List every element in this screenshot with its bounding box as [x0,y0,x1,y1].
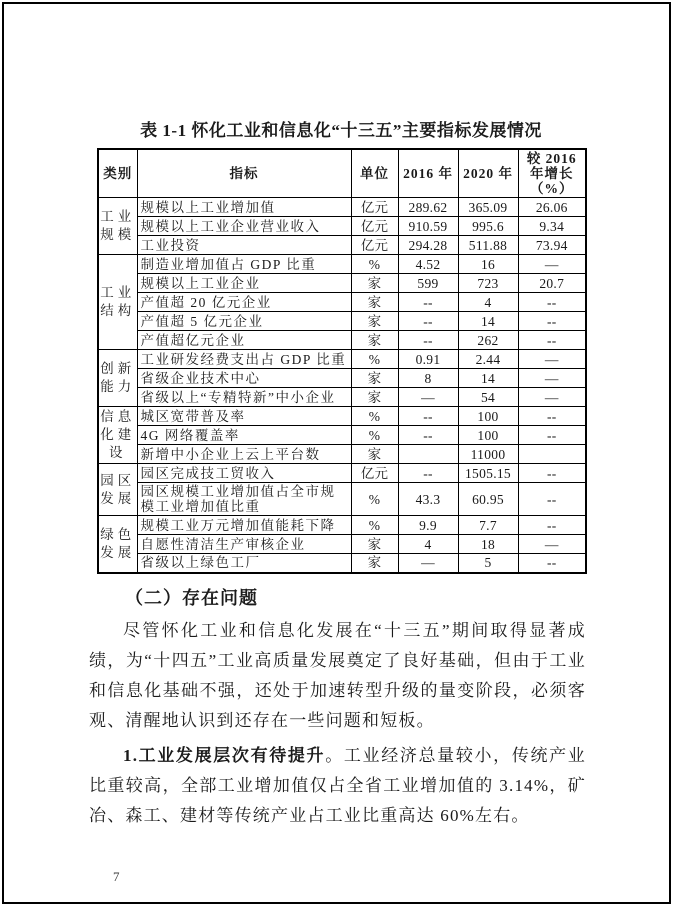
indicators-table [97,148,587,574]
value-cell: 16 [458,255,518,274]
value-cell: 4 [398,535,458,554]
table-row [98,217,586,236]
value-cell: 9.9 [398,516,458,535]
table-row [98,312,586,331]
section-heading: （二）存在问题 [125,587,258,608]
value-cell: 73.94 [518,236,586,255]
col-header-2016: 2016 年 [398,149,458,198]
value-cell: 43.3 [398,483,458,516]
table-row [98,445,586,464]
value-cell: 100 [458,407,518,426]
value-cell: — [518,350,586,369]
paragraph-bold-lead: 1.工业发展层次有待提升 [123,745,326,765]
value-cell: 家 [351,535,398,554]
value-cell: 511.88 [458,236,518,255]
indicator-cell: 省级企业技术中心 [137,369,351,388]
value-cell: 家 [351,293,398,312]
value-cell: -- [398,426,458,445]
value-cell: 365.09 [458,198,518,217]
category-cell: 创新能力 [98,350,137,407]
value-cell: -- [518,464,586,483]
value-cell: -- [518,407,586,426]
value-cell: 14 [458,312,518,331]
value-cell: 910.59 [398,217,458,236]
value-cell: 14 [458,369,518,388]
value-cell: 4 [458,293,518,312]
value-cell: % [351,350,398,369]
value-cell: 11000 [458,445,518,464]
table-row [98,464,586,483]
value-cell: 亿元 [351,217,398,236]
value-cell: 家 [351,312,398,331]
indicator-cell: 工业研发经费支出占 GDP 比重 [137,350,351,369]
col-header-category: 类别 [98,149,137,198]
value-cell: — [518,535,586,554]
value-cell: -- [518,426,586,445]
table-row [98,331,586,350]
indicator-cell: 规模以上工业增加值 [137,198,351,217]
paragraph-rest: 。工业经济总量较小，传统产业比重较高，全部工业增加值仅占全省工业增加值的 3.14%，矿冶、森工、建材等传统产业占工业比重高达 60%左右。 [89,745,586,825]
indicator-cell: 城区宽带普及率 [137,407,351,426]
value-cell: 9.34 [518,217,586,236]
value-cell [398,445,458,464]
indicator-cell: 自愿性清洁生产审核企业 [137,535,351,554]
table-row [98,407,586,426]
value-cell: -- [398,407,458,426]
indicator-cell: 产值超 5 亿元企业 [137,312,351,331]
value-cell: 亿元 [351,198,398,217]
table-row [98,274,586,293]
value-cell: 100 [458,426,518,445]
table-title: 表 1-1 怀化工业和信息化“十三五”主要指标发展情况 [140,121,542,140]
indicator-cell: 省级以上绿色工厂 [137,554,351,573]
indicator-cell: 产值超 20 亿元企业 [137,293,351,312]
table-row [98,255,586,274]
value-cell: 亿元 [351,464,398,483]
indicator-cell: 规模以上工业企业营业收入 [137,217,351,236]
indicator-cell: 制造业增加值占 GDP 比重 [137,255,351,274]
table-row [98,483,586,516]
paragraph-problem-overview: 尽管怀化工业和信息化发展在“十三五”期间取得显著成绩，为“十四五”工业高质量发展奠定了良好基础，但由于工业和信息化基础不强，还处于加速转型升级的量变阶段，必须客观、清醒地认识到还存在一些问题和短板。 [89,620,586,730]
table-row [98,426,586,445]
col-header-unit: 单位 [351,149,398,198]
value-cell: % [351,426,398,445]
category-cell: 信息化建设 [98,407,137,464]
value-cell: 26.06 [518,198,586,217]
value-cell: -- [518,312,586,331]
value-cell: 54 [458,388,518,407]
value-cell: 723 [458,274,518,293]
indicator-cell: 规模工业万元增加值能耗下降 [137,516,351,535]
value-cell: 294.28 [398,236,458,255]
page-number: 7 [113,869,120,884]
value-cell: -- [518,516,586,535]
indicator-cell: 规模以上工业企业 [137,274,351,293]
table-header-row [98,149,586,198]
value-cell: 1505.15 [458,464,518,483]
value-cell: 家 [351,554,398,573]
value-cell: 家 [351,369,398,388]
indicator-cell: 园区规模工业增加值占全市规模工业增加值比重 [137,483,351,516]
value-cell: 5 [458,554,518,573]
indicator-cell: 新增中小企业上云上平台数 [137,445,351,464]
table-row [98,388,586,407]
category-cell: 园区发展 [98,464,137,516]
category-cell: 工业规模 [98,198,137,255]
col-header-2020: 2020 年 [458,149,518,198]
indicator-cell: 4G 网络覆盖率 [137,426,351,445]
table-row [98,236,586,255]
table-row [98,293,586,312]
page-content [89,0,586,831]
value-cell: -- [398,312,458,331]
value-cell: % [351,516,398,535]
value-cell: 家 [351,445,398,464]
value-cell: 0.91 [398,350,458,369]
value-cell: -- [518,293,586,312]
indicator-cell: 园区完成技工贸收入 [137,464,351,483]
col-header-indicator: 指标 [137,149,351,198]
value-cell: 995.6 [458,217,518,236]
value-cell: — [398,554,458,573]
value-cell: % [351,483,398,516]
value-cell: 60.95 [458,483,518,516]
value-cell: 4.52 [398,255,458,274]
indicator-cell: 产值超亿元企业 [137,331,351,350]
value-cell: 亿元 [351,236,398,255]
value-cell: 2.44 [458,350,518,369]
table-row [98,369,586,388]
value-cell: 599 [398,274,458,293]
col-header-growth: 较 2016 年增长（%） [518,149,586,198]
value-cell: 8 [398,369,458,388]
value-cell: 家 [351,388,398,407]
value-cell [518,445,586,464]
category-cell: 绿色发展 [98,516,137,573]
value-cell: 家 [351,274,398,293]
value-cell: — [398,388,458,407]
table-row [98,198,586,217]
value-cell: -- [518,331,586,350]
value-cell: -- [398,293,458,312]
table-row [98,535,586,554]
value-cell: 家 [351,331,398,350]
value-cell: -- [398,464,458,483]
value-cell: — [518,388,586,407]
category-cell: 工业结构 [98,255,137,350]
value-cell: 20.7 [518,274,586,293]
value-cell: 18 [458,535,518,554]
indicator-cell: 省级以上“专精特新”中小企业 [137,388,351,407]
paragraph-industry-level [89,741,586,831]
value-cell: 289.62 [398,198,458,217]
value-cell: — [518,369,586,388]
table-body [98,198,586,573]
value-cell: % [351,255,398,274]
value-cell: — [518,255,586,274]
value-cell: -- [398,331,458,350]
value-cell: % [351,407,398,426]
value-cell: -- [518,483,586,516]
value-cell: -- [518,554,586,573]
indicator-cell: 工业投资 [137,236,351,255]
table-row [98,350,586,369]
value-cell: 262 [458,331,518,350]
table-row [98,554,586,573]
value-cell: 7.7 [458,516,518,535]
table-row [98,516,586,535]
